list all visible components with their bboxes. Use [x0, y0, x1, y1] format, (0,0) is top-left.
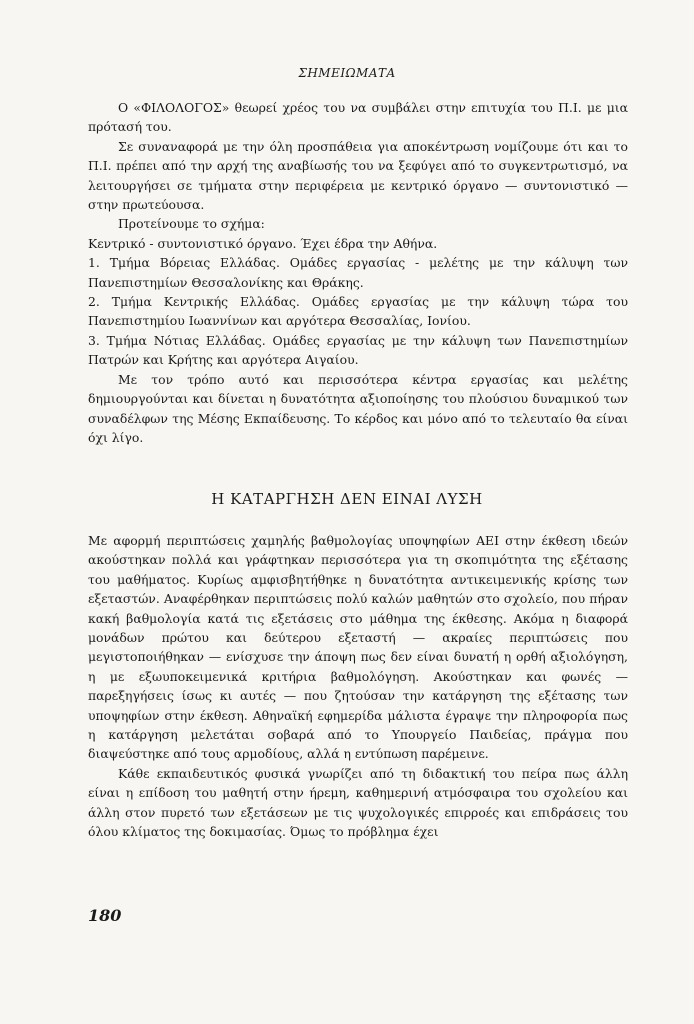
article-body: [88, 531, 628, 842]
article-paragraph-2: Κάθε εκπαιδευτικός φυσικά γνωρίζει από τη διδακτική του πείρα πως άλλη είναι η επίδοση του μαθητή στην ήρεμη, καθημερινή ατμόσφαιρα του σχολείου και άλλη στον πυρετό των εξετάσεων με τις ψυχολογικές επιρροές και επιδράσεις του όλου κλίματος της δοκιμασίας. Όμως το πρόβλημα έχει: [88, 765, 628, 840]
note-list-item-south: 3. Τμήμα Νότιας Ελλάδας. Ομάδες εργασίας με την κάλυψη των Πανεπιστημίων Πατρών και Κρήτης και αργότερα Αιγαίου.: [88, 332, 628, 368]
section-title: Η ΚΑΤΑΡΓΗΣΗ ΔΕΝ ΕΙΝΑΙ ΛΥΣΗ: [211, 490, 483, 508]
note-list-item-north: 1. Τμήμα Βόρειας Ελλάδας. Ομάδες εργασίας - μελέτης με την κάλυψη των Πανεπιστημίων Θεσσαλονίκης και Θράκης.: [88, 255, 628, 290]
article-paragraph-1: Με αφορμή περιπτώσεις χαμηλής βαθμολογίας υποψηφίων ΑΕΙ στην έκθεση ιδεών ακούστηκαν πολλά και γράφτηκαν περισσότερα για τη σκοπιμότητα της εξέτασης του μαθήματος. Κυρίως αμφισβητήθηκε η δυνατότητα αντικειμενικής κρίσης των εξεταστών. Αναφέρθηκαν περιπτώσεις πολύ καλών μαθητών στο σχολείο, που πήραν κακή βαθμολογία κατά τις εξετάσεις στο μάθημα της έκθεσης. Ακόμα η διαφορά μονάδων πρώτου και δεύτερου εξεταστή — ακραίες περιπτώσεις που μεγιστοποιήθηκαν — ενίσχυσε την άποψη πως δεν είναι δυνατή η ορθή αξιολόγηση, η με εξωυποκειμενικά κριτήρια βαθμολόγηση. Ακούστηκαν και φωνές — παρεξηγήσεις ίσως κι αυτές — που ζητούσαν την κατάργηση της εξέτασης των υποψηφίων στην έκθεση. Αθηναϊκή εφημερίδα μάλιστα έγραψε την πληροφορία πως η κατάργηση μελετάται σοβαρά από το Υπουργείο Παιδείας, πράγμα που διαψεύστηκε από τους αρμοδίους, αλλά η εντύπωση παρέμεινε.: [88, 533, 628, 762]
note-paragraph-decentralization: Σε συναναφορά με την όλη προσπάθεια για αποκέντρωση νομίζουμε ότι και το Π.Ι. πρέπει από την αρχή της αναβίωσής του να ξεφύγει από το συγκεντρωτισμό, να λειτουργήσει σε τμήματα στην περιφέρεια με κεντρικό όργανο — συντονιστικό — στην πρωτεύουσα.: [88, 138, 628, 213]
note-list-central-body: Κεντρικό - συντονιστικό όργανο. Έχει έδρα την Αθήνα.: [88, 235, 438, 251]
note-paragraph-intro: Ο «ΦΙΛΟΛΟΓΟΣ» θεωρεί χρέος του να συμβάλει στην επιτυχία του Π.Ι. με μια πρότασή του.: [88, 100, 628, 135]
note-paragraph-conclusion: Με τον τρόπο αυτό και περισσότερα κέντρα εργασίας και μελέτης δημιουργούνται και δίνεται η δυνατότητα αξιοποίησης του πλούσιου δυναμικού των συναδέλφων της Μέσης Εκπαίδευσης. Το κέρδος και μόνο από το τελευταίο θα είναι όχι λίγο.: [88, 371, 628, 445]
running-head: ΣΗΜΕΙΩΜΑΤΑ: [298, 66, 396, 80]
note-section: [88, 98, 628, 447]
page-number: 180: [88, 906, 122, 925]
note-list-item-central: 2. Τμήμα Κεντρικής Ελλάδας. Ομάδες εργασίας με την κάλυψη τώρα του Πανεπιστημίου Ιωαννίνων και αργότερα Θεσσαλίας, Ιονίου.: [88, 294, 628, 329]
note-paragraph-proposal: Προτείνουμε το σχήμα:: [118, 216, 265, 232]
